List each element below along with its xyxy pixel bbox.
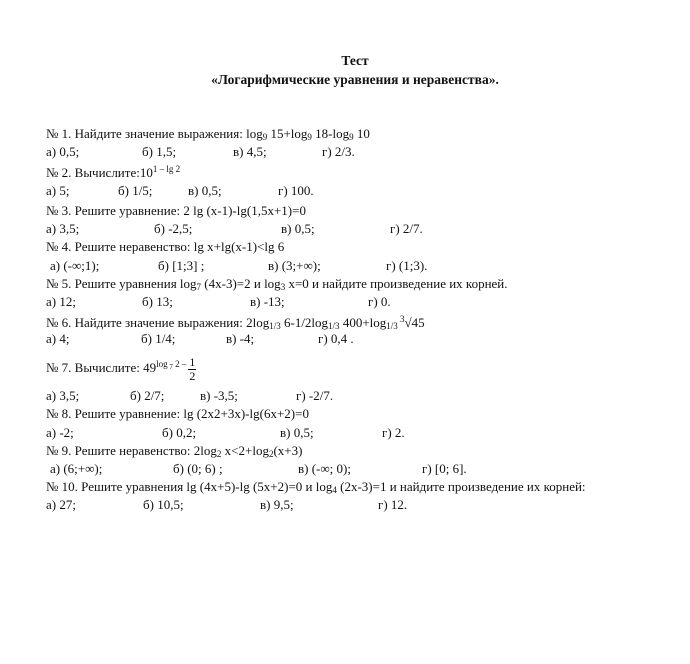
option-d: г) 2/7. [390,221,423,236]
option-d: г) 100. [278,183,314,198]
option-a: а) 5; [46,183,70,198]
option-c: в) (3;+∞); [268,258,321,273]
option-b: б) 2/7; [130,388,165,403]
option-d: г) 0,4 . [318,331,354,346]
question-6: № 6. Найдите значение выражения: $2\log_{1/3}$ $6-1/2\log_{1/3}$ $400+\log_{1/3}$ $^3$√45 [46,314,425,331]
option-d: г) 2. [382,425,405,440]
question-5: № 5. Решите уравнения $\log_7 (4x-3)=2$ и $\log_3 x=0$ и найдите произведение их корней. [46,276,508,292]
option-a: а) 27; [46,497,76,512]
option-a: а) 3,5; [46,388,80,403]
option-d: г) [0; 6]. [422,461,467,476]
option-c: в) -3,5; [200,388,238,403]
option-b: б) (0; 6) ; [173,461,223,476]
option-c: в) -4; [226,331,255,346]
option-c: в) 4,5; [233,144,267,159]
title-line-1: Тест [341,53,369,68]
option-d: г) 2/3. [322,144,355,159]
option-a: а) 12; [46,294,76,309]
fraction: $\frac{1}{2}$ [189,354,196,383]
title-line-2: «Логарифмические уравнения и неравенства». [211,72,499,87]
option-b: б) 0,2; [162,425,197,440]
option-d: г) 12. [378,497,408,512]
option-d: г) (1;3). [386,258,428,273]
option-c: в) 0,5; [281,221,315,236]
option-d: г) 0. [368,294,391,309]
question-7: № 7. Вычислите: $49^{log _7 2 -}$ $\frac{1}{2}$ [46,354,196,383]
question-3: № 3. Решите уравнение: 2 lg (x-1)-lg(1,5x+1)=0 [46,203,306,218]
option-b: б) [1;3] ; [158,258,205,273]
option-a: а) 0,5; [46,144,80,159]
option-b: б) 13; [142,294,173,309]
option-a: а) (6;+∞); [50,461,103,476]
question-10: № 10. Решите уравнения lg (4x+5)-lg (5x+2)=0 и $\log_4 (2x-3)=1$ и найдите произведение их корней: [46,479,586,495]
option-d: г) -2/7. [296,388,334,403]
option-b: б) -2,5; [154,221,193,236]
option-a: а) -2; [46,425,74,440]
option-c: в) -13; [250,294,285,309]
option-b: б) 1/5; [118,183,153,198]
option-b: б) 1/4; [141,331,176,346]
question-1: № 1. Найдите значение выражения: $\log_9 15+\log_9$ $18-\log_9$ 10 [46,126,370,142]
option-a: а) 3,5; [46,221,80,236]
question-2: № 2. $Вычислите:10^{1 - lg 2}$ [46,164,181,180]
option-b: б) 1,5; [142,144,177,159]
option-b: б) 10,5; [143,497,184,512]
option-a: а) 4; [46,331,70,346]
option-a: а) (-∞;1); [50,258,100,273]
question-4: № 4. Решите неравенство: lg x+lg(x-1)<lg 6 [46,239,285,254]
option-c: в) 9,5; [260,497,294,512]
question-9: № 9. Решите неравенство: $2\log_2$ $x<2+\log_2(x+3)$ [46,443,303,459]
option-c: в) 0,5; [280,425,314,440]
question-8: № 8. Решите уравнение: lg (2x2+3x)-lg(6x+2)=0 [46,406,309,421]
option-c: в) 0,5; [188,183,222,198]
option-c: в) (-∞; 0); [298,461,351,476]
